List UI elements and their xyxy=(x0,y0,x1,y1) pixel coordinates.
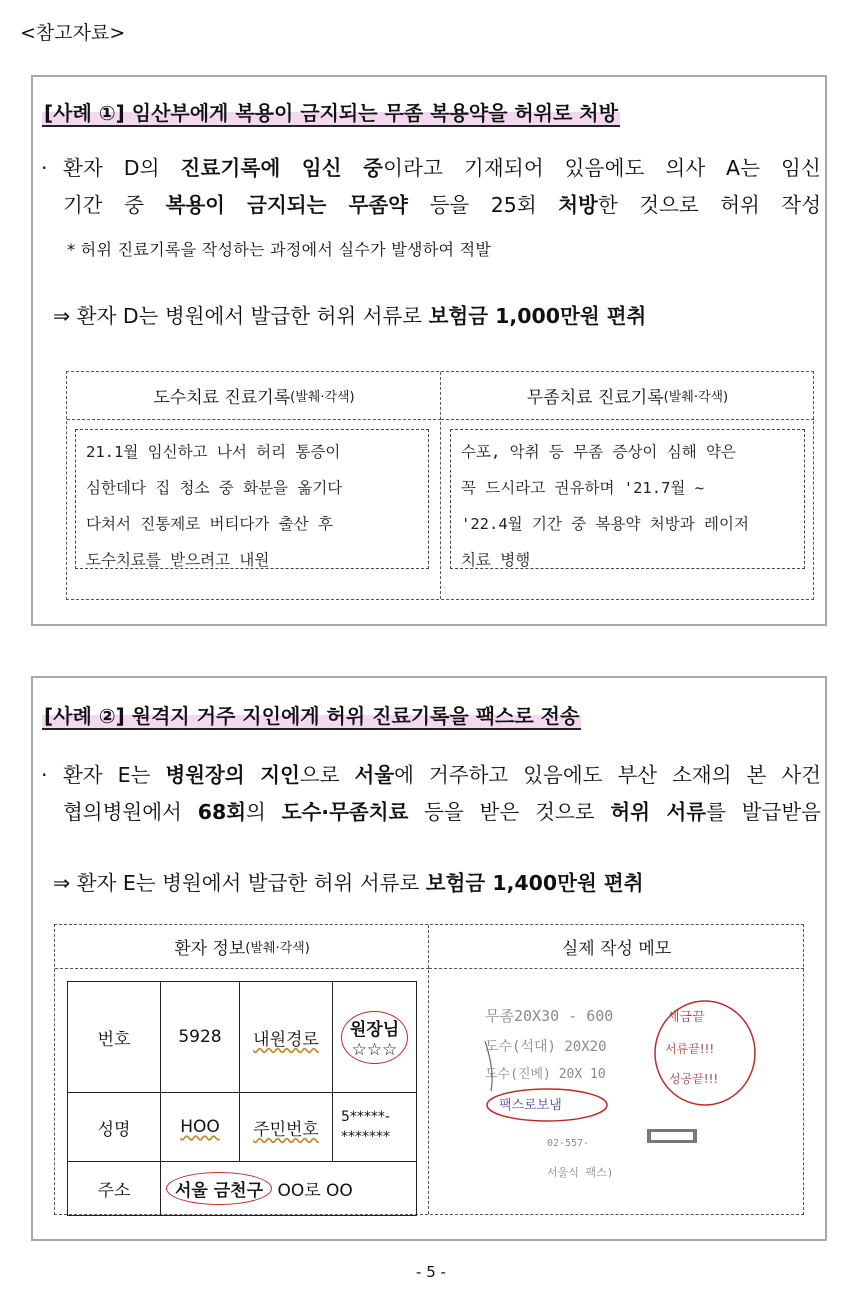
memo-line3: 도수(진베) 20X 10 xyxy=(485,1067,606,1082)
hand-line: '22.4월 기간 중 복용약 처방과 레이저 xyxy=(461,515,749,533)
text-phrase: 기간 중 xyxy=(63,193,166,217)
hand-line: 꼭 드시라고 권유하며 '21.7월 ~ xyxy=(461,479,705,497)
bold-phrase: 진료기록에 임신 중 xyxy=(180,156,384,180)
text-phrase: 으로 xyxy=(299,763,355,787)
name-value: HOO xyxy=(161,1093,240,1162)
case1-box xyxy=(31,75,827,626)
case2-box xyxy=(31,676,827,1241)
text-phrase: 등을 25회 xyxy=(408,193,559,217)
case1-bullet: · xyxy=(41,156,48,180)
case2-conclusion xyxy=(53,866,644,896)
text-phrase: ⇒ 환자 E는 병원에서 발급한 허위 서류로 xyxy=(53,871,426,895)
no-label: 번호 xyxy=(68,982,161,1093)
case2-title: [사례 ②] 원격지 거주 지인에게 허위 진료기록을 팩스로 전송 xyxy=(44,704,580,728)
patient-info-header: 환자 정보 (발췌·각색) xyxy=(55,925,429,969)
text-phrase: 이라고 기재되어 있음에도 의사 A는 임신 xyxy=(383,156,821,180)
case1-title: [사례 ①] 임산부에게 복용이 금지되는 무좀 복용약을 허위로 처방 xyxy=(44,101,618,125)
text-phrase: 한 것으로 허위 작성 xyxy=(597,193,821,217)
name-label: 성명 xyxy=(68,1093,161,1162)
case1-paragraph xyxy=(41,150,821,224)
bold-phrase: 처방 xyxy=(558,193,598,217)
case1-note: * 허위 진료기록을 작성하는 과정에서 실수가 발생하여 적발 xyxy=(67,240,492,259)
hand-line: 심한데다 집 청소 중 화분을 옮기다 xyxy=(86,479,343,497)
memo-circled-docs: 서류끝!!! xyxy=(665,1042,715,1056)
text-phrase: 에 거주하고 있음에도 부산 소재의 본 사건 xyxy=(394,763,821,787)
case1-line2 xyxy=(63,187,821,224)
case2-line1 xyxy=(63,757,821,794)
hand-line: 수포, 악취 등 무좀 증상이 심해 약은 xyxy=(461,443,736,461)
text-phrase: ⇒ 환자 D는 병원에서 발급한 허위 서류로 xyxy=(53,304,429,328)
memo-line6: 서울식 팩스) xyxy=(547,1166,614,1179)
memo-line5: 02-557- xyxy=(547,1138,590,1149)
route-value: 원장님 ☆☆☆ xyxy=(333,982,417,1093)
text-phrase: 등을 받은 것으로 xyxy=(408,800,611,824)
memo-circled-success: 성공끝!!! xyxy=(669,1072,719,1086)
case2-record-table xyxy=(54,924,804,1215)
fungus-therapy-handwriting xyxy=(450,429,805,569)
rrn-label: 주민번호 xyxy=(240,1093,333,1162)
fungus-therapy-record-header: 무좀치료 진료기록 (발췌·각색) xyxy=(441,372,814,420)
bold-phrase: 복용이 금지되는 무좀약 xyxy=(165,193,408,217)
bold-phrase: 서울 xyxy=(354,763,395,787)
patient-info-table xyxy=(67,981,417,1216)
memo-line2: 도수(석대) 20X20 xyxy=(485,1039,607,1055)
manual-therapy-record-header: 도수치료 진료기록 (발췌·각색) xyxy=(67,372,441,420)
memo-circled-fax: 팩스로보냄 xyxy=(499,1098,562,1113)
hand-line: 다쳐서 진통제로 버티다가 출산 후 xyxy=(86,515,333,533)
text-phrase: 를 발급받음 xyxy=(706,800,821,824)
case1-line1 xyxy=(63,150,821,187)
no-value: 5928 xyxy=(161,982,240,1093)
hand-line: 도수치료를 받으려고 내원 xyxy=(86,551,270,569)
handwritten-memo xyxy=(455,981,775,1191)
bold-phrase: 도수·무좀치료 xyxy=(281,800,409,824)
text-phrase: 협의병원에서 xyxy=(63,800,198,824)
case2-line2 xyxy=(63,794,821,831)
page-number: - 5 - xyxy=(416,1263,446,1281)
case2-paragraph xyxy=(41,757,821,831)
memo-circled-tax: 세금끝 xyxy=(667,1010,705,1025)
bold-phrase: 보험금 1,000만원 편취 xyxy=(428,304,647,328)
addr-value: 서울 금천구 OO로 OO xyxy=(161,1162,417,1216)
case1-conclusion xyxy=(53,299,646,329)
text-phrase: 환자 E는 xyxy=(63,763,166,787)
reference-header: <참고자료> xyxy=(20,22,126,44)
rrn-value: 5*****- ******* xyxy=(333,1093,417,1162)
case2-bullet: · xyxy=(41,763,48,787)
bold-phrase: 병원장의 지인 xyxy=(165,763,300,787)
hand-line: 21.1월 임신하고 나서 허리 통증이 xyxy=(86,443,341,461)
bold-phrase: 보험금 1,400만원 편취 xyxy=(425,871,644,895)
manual-therapy-handwriting xyxy=(75,429,429,569)
hand-line: 치료 병행 xyxy=(461,551,531,569)
bold-phrase: 68회 xyxy=(197,800,247,824)
text-phrase: 환자 D의 xyxy=(63,156,181,180)
memo-drawing xyxy=(455,981,775,1191)
addr-label: 주소 xyxy=(68,1162,161,1216)
case1-record-table xyxy=(66,371,814,600)
route-label: 내원경로 xyxy=(240,982,333,1093)
memo-line1: 무좀20X30 - 600 xyxy=(485,1007,614,1025)
actual-memo-header: 실제 작성 메모 xyxy=(429,925,804,969)
text-phrase: 의 xyxy=(246,800,282,824)
bold-phrase: 허위 서류 xyxy=(610,800,707,824)
